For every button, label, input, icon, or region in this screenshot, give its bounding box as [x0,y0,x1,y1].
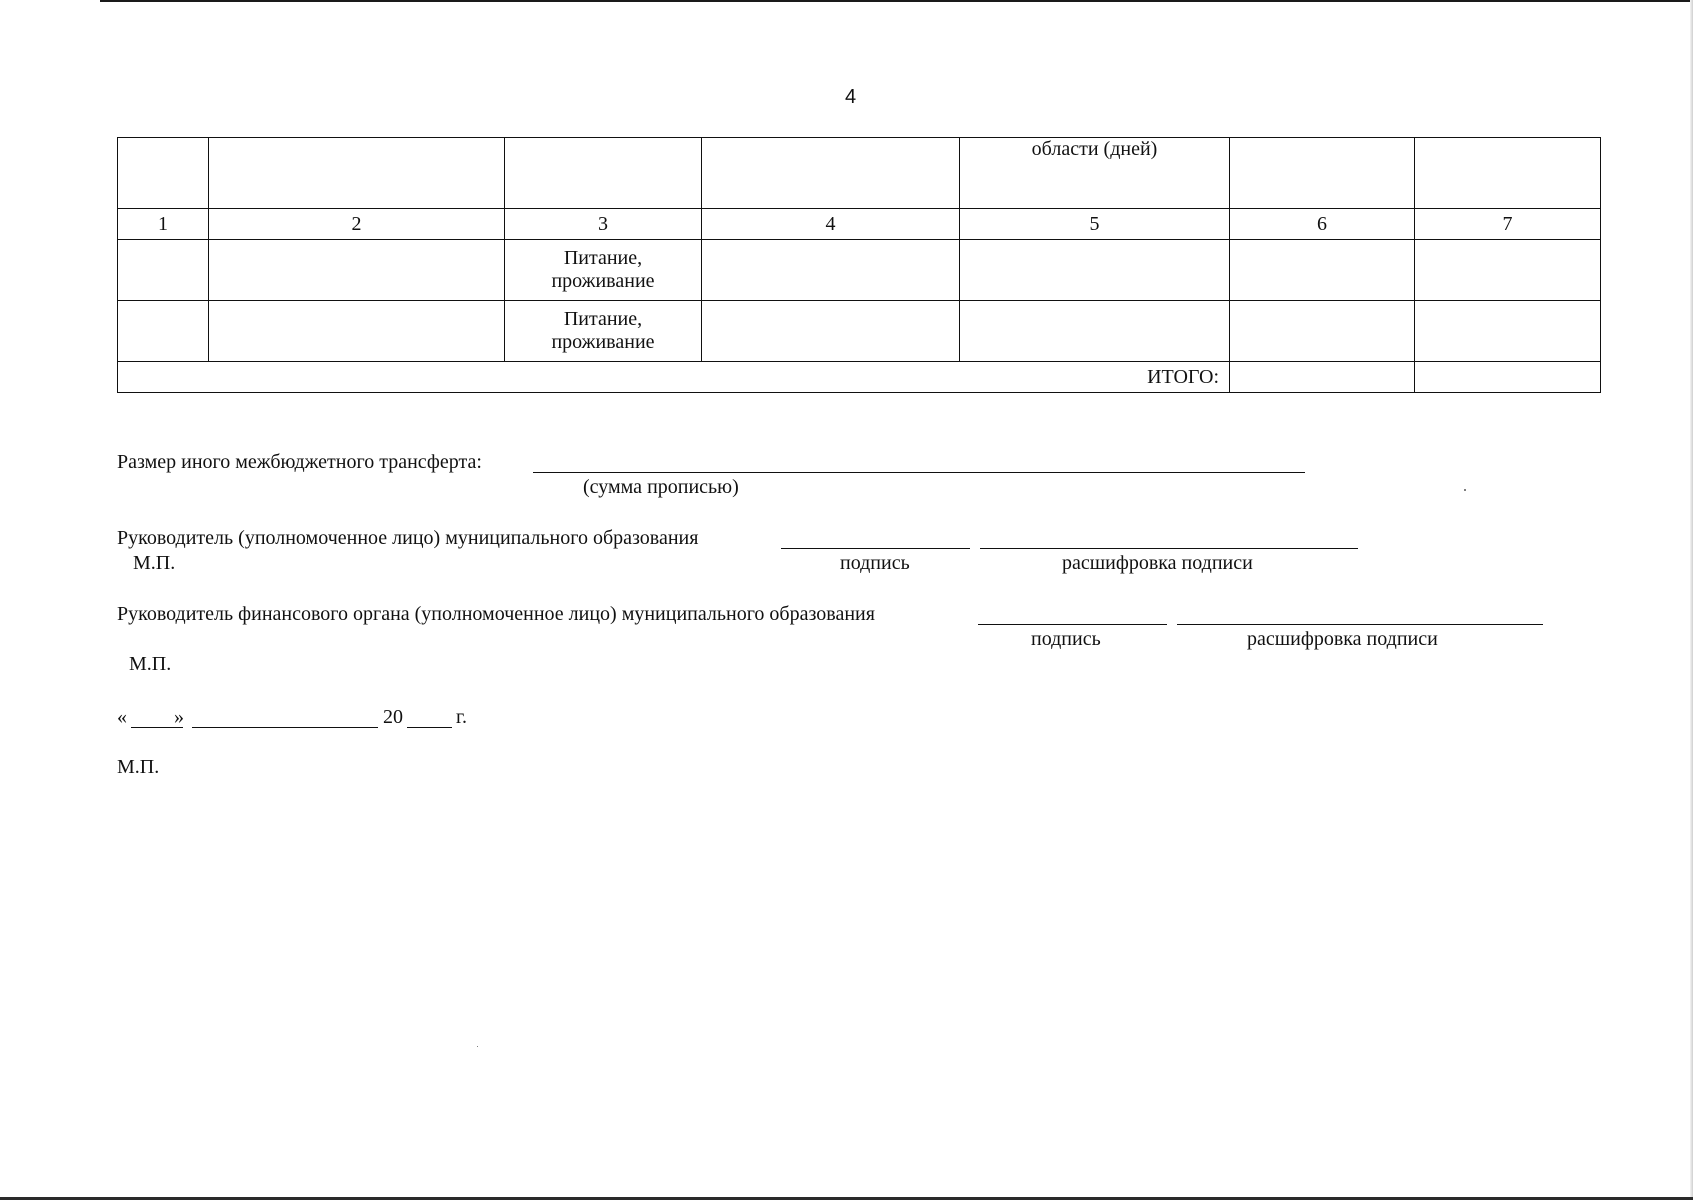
header-cell-7 [1415,138,1601,209]
municipal-seal: М.П. [133,552,176,574]
date-close-quote: » [174,706,184,728]
table-cell [1415,240,1601,301]
total-label: ИТОГО: [118,362,1230,393]
municipal-signature-line [781,548,970,549]
table-cell-service [505,240,702,301]
column-number: 5 [960,209,1230,240]
table-cell [960,240,1230,301]
column-number: 6 [1230,209,1415,240]
column-number: 2 [209,209,505,240]
date-year-prefix: 20 [383,706,403,728]
column-number: 4 [702,209,960,240]
transfer-amount-line [533,472,1305,473]
header-cell-1 [118,138,209,209]
total-cell-6 [1230,362,1415,393]
header-cell-4 [702,138,960,209]
table-cell [209,240,505,301]
form-table [117,137,1601,393]
scan-speck [477,1046,478,1047]
municipal-decode-line [980,548,1358,549]
table-cell [960,301,1230,362]
finance-signature-line [978,624,1167,625]
header-cell-2 [209,138,505,209]
column-number: 7 [1415,209,1601,240]
page-number: 4 [845,86,857,108]
table-cell [702,240,960,301]
service-line-1: Питание, [563,247,643,269]
service-line-2: проживание [551,331,655,353]
column-number-row [118,209,1601,240]
column-number: 1 [118,209,209,240]
table-cell [1230,240,1415,301]
header-cell-6 [1230,138,1415,209]
finance-seal: М.П. [129,653,172,675]
head-finance-label: Руководитель финансового органа (уполномоченное лицо) муниципального образования [117,603,875,625]
table-cell-service [505,301,702,362]
date-open-quote: « [117,706,127,728]
transfer-label: Размер иного межбюджетного трансферта: [117,451,482,473]
head-municipal-label: Руководитель (уполномоченное лицо) муниципального образования [117,527,699,549]
finance-decode-line [1177,624,1543,625]
final-seal: М.П. [117,756,160,778]
municipal-decode-caption: расшифровка подписи [1062,552,1253,574]
table-cell [1415,301,1601,362]
scan-top-border [100,0,1693,2]
service-line-1: Питание, [563,308,643,330]
column-number: 3 [505,209,702,240]
header-cell-3 [505,138,702,209]
table-header-row [118,138,1601,209]
date-month-line [192,727,378,728]
table-cell [118,240,209,301]
table-cell [209,301,505,362]
date-year-line [407,727,452,728]
service-line-2: проживание [551,270,655,292]
table-cell [1230,301,1415,362]
total-cell-7 [1415,362,1601,393]
municipal-signature-caption: подпись [840,552,910,574]
header-cell-5: области (дней) [960,138,1230,209]
table-cell [118,301,209,362]
table-row [118,240,1601,301]
total-row [118,362,1601,393]
scan-speck [1464,489,1466,491]
transfer-caption: (сумма прописью) [583,476,739,498]
finance-signature-caption: подпись [1031,628,1101,650]
table-cell [702,301,960,362]
finance-decode-caption: расшифровка подписи [1247,628,1438,650]
date-year-suffix: г. [456,706,467,728]
table-row [118,301,1601,362]
